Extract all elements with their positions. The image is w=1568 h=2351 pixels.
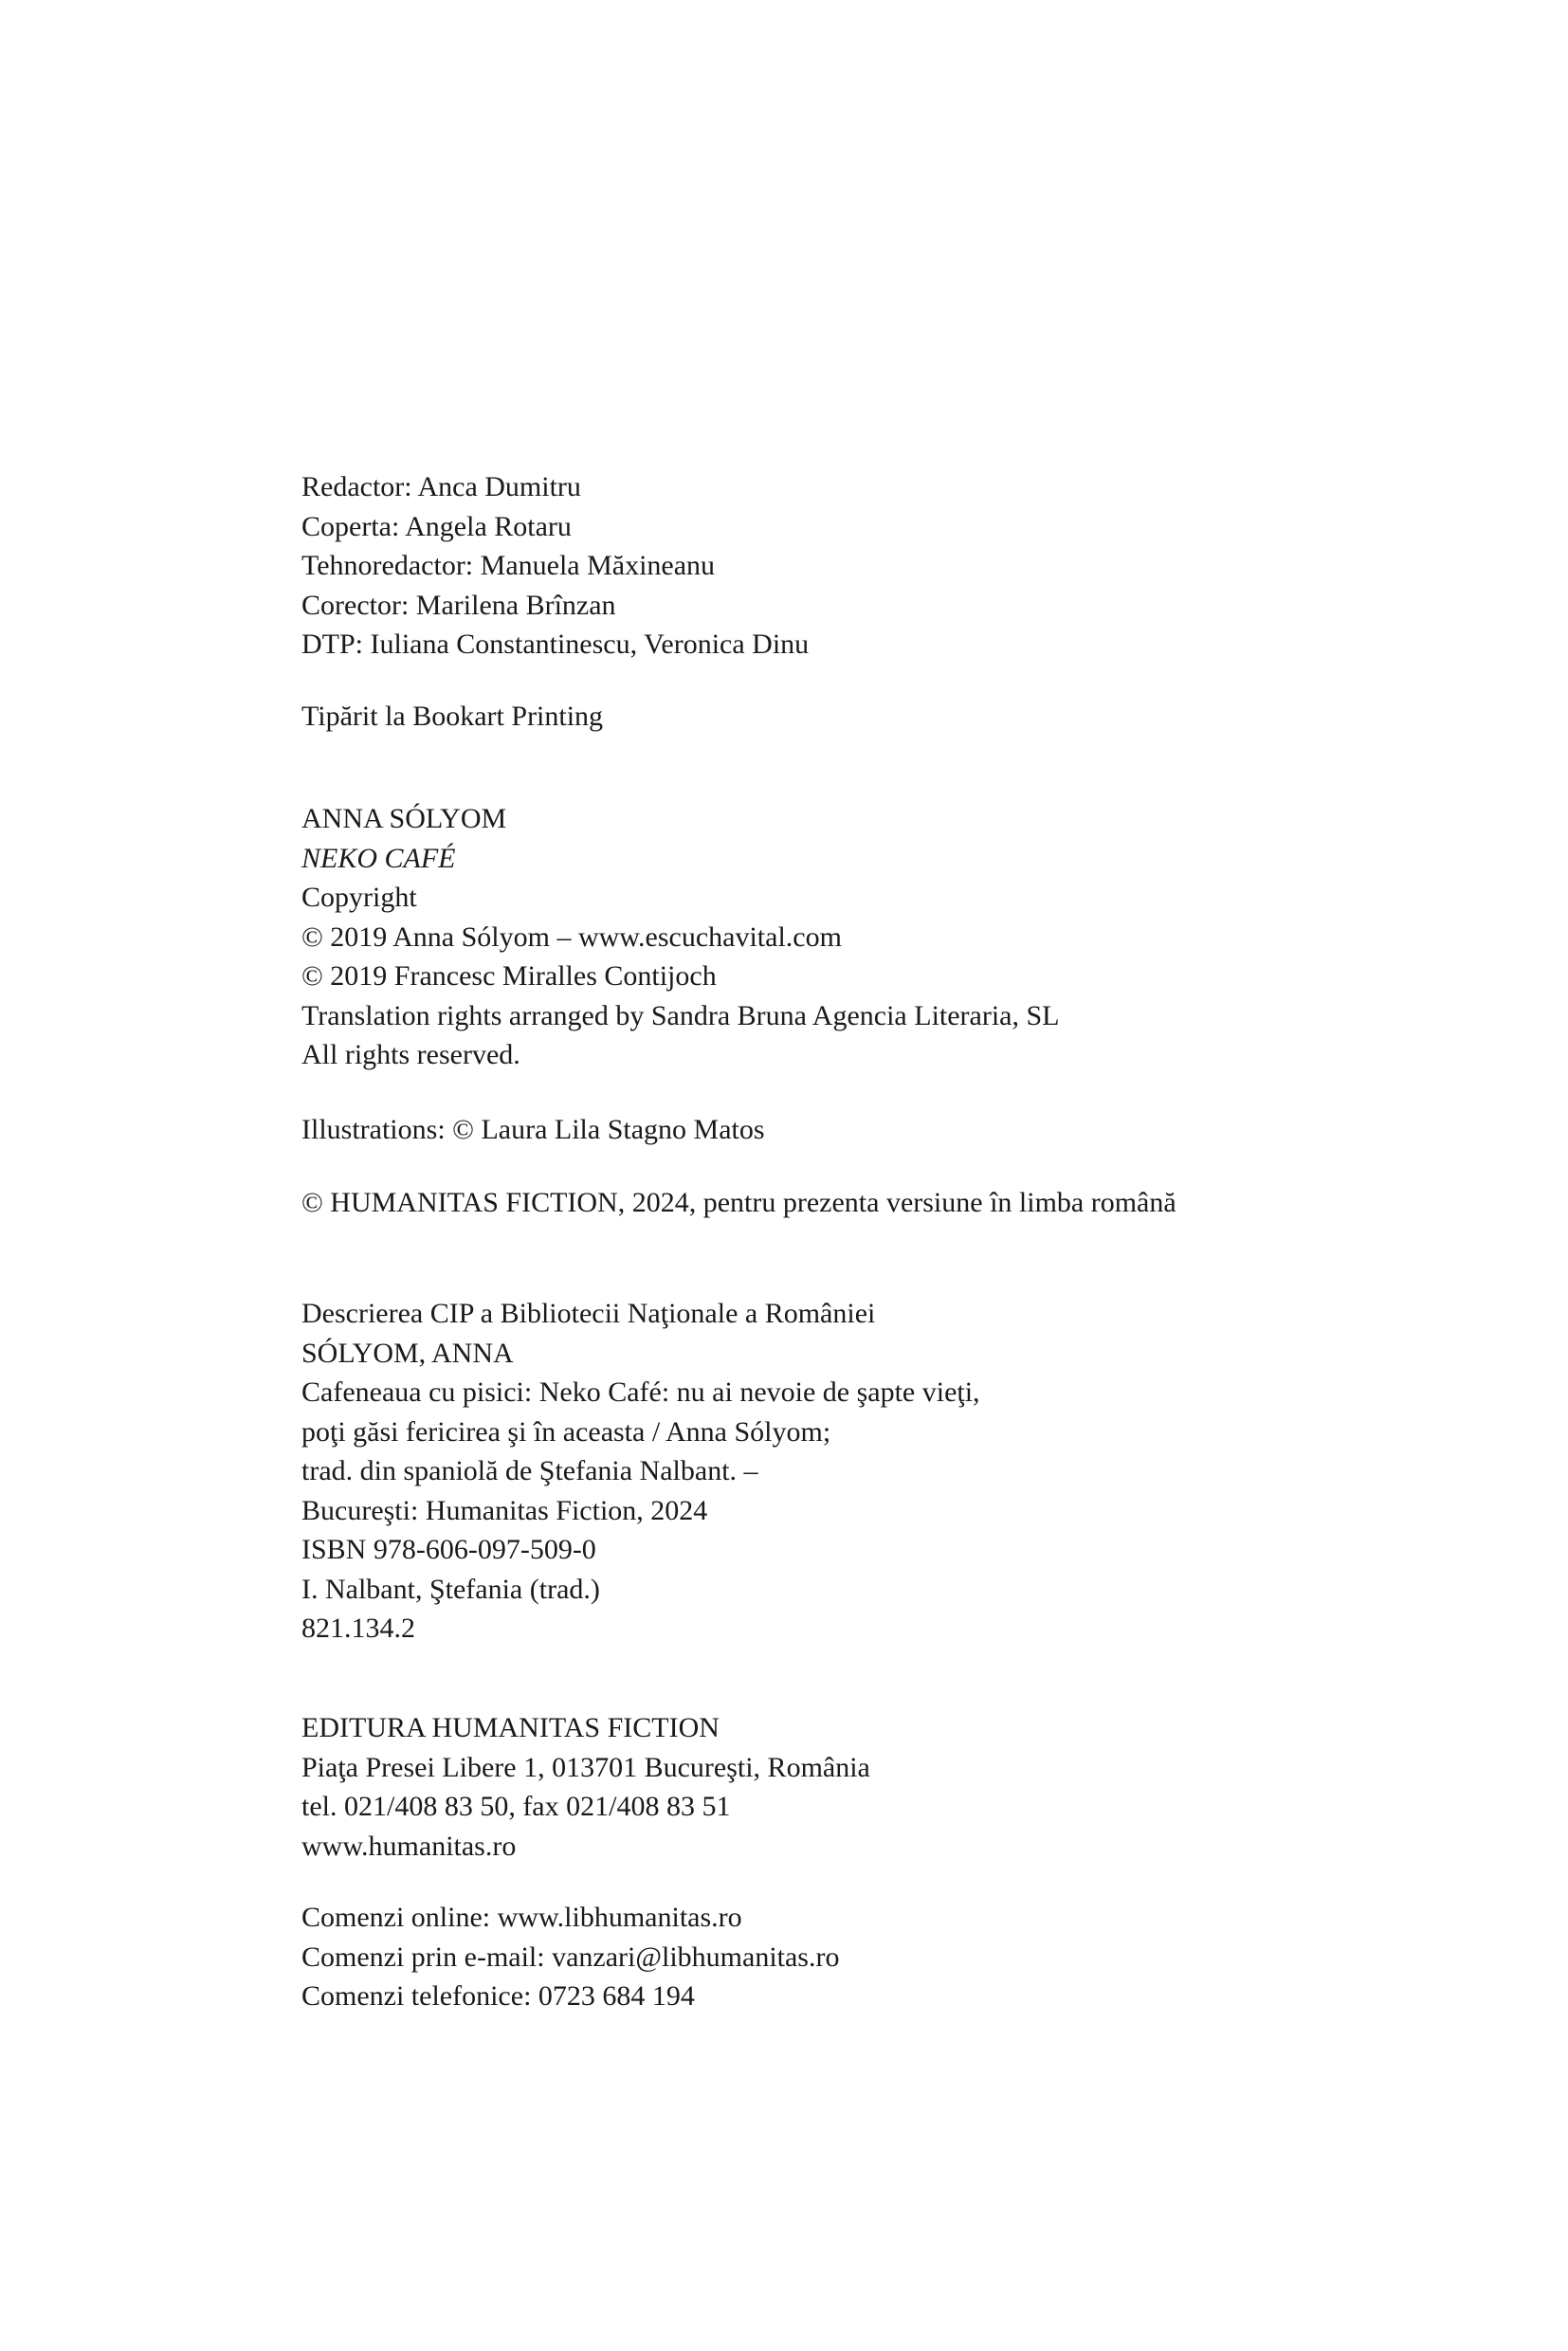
orders-phone: Comenzi telefonice: 0723 684 194 <box>301 1980 695 2012</box>
publisher-name: EDITURA HUMANITAS FICTION <box>301 1712 720 1743</box>
credit-dtp: DTP: Iuliana Constantinescu, Veronica Dinu <box>301 629 810 660</box>
cip-line: Cafeneaua cu pisici: Neko Café: nu ai nevoie de şapte vieţi, <box>301 1376 980 1408</box>
publisher-website: www.humanitas.ro <box>301 1830 517 1862</box>
printing-block <box>301 697 603 737</box>
orders-block <box>301 1898 839 2016</box>
credit-editor: Redactor: Anca Dumitru <box>301 471 581 502</box>
credit-typesetter: Tehnoredactor: Manuela Măxineanu <box>301 550 716 581</box>
cip-block <box>301 1294 980 1649</box>
cip-line: Bucureşti: Humanitas Fiction, 2024 <box>301 1494 708 1526</box>
edition-rights: © HUMANITAS FICTION, 2024, pentru prezenta versiune în limba română <box>301 1187 1176 1218</box>
cip-isbn: ISBN 978-606-097-509-0 <box>301 1534 596 1565</box>
credits-block <box>301 467 809 665</box>
original-title: NEKO CAFÉ <box>301 842 456 874</box>
publisher-address: Piaţa Presei Libere 1, 013701 Bucureşti, România <box>301 1751 870 1783</box>
author-name: ANNA SÓLYOM <box>301 803 507 834</box>
copyright-line: Copyright <box>301 882 417 913</box>
copyright-block <box>301 799 1060 1075</box>
orders-email: Comenzi prin e-mail: vanzari@libhumanitas.ro <box>301 1941 840 1973</box>
copyright-line: All rights reserved. <box>301 1039 520 1070</box>
publisher-block <box>301 1708 870 1866</box>
edition-rights-block <box>301 1183 1176 1223</box>
publisher-phone: tel. 021/408 83 50, fax 021/408 83 51 <box>301 1791 731 1822</box>
cip-line: SÓLYOM, ANNA <box>301 1337 514 1369</box>
illustrations-block <box>301 1110 765 1150</box>
credit-cover: Coperta: Angela Rotaru <box>301 510 572 542</box>
credit-proofreader: Corector: Marilena Brînzan <box>301 589 616 621</box>
cip-line: poţi găsi fericirea şi în aceasta / Anna Sólyom; <box>301 1415 831 1448</box>
cip-line: trad. din spaniolă de Ştefania Nalbant. – <box>301 1455 758 1486</box>
cip-line: Descrierea CIP a Bibliotecii Naţionale a României <box>301 1298 876 1329</box>
cip-classification: 821.134.2 <box>301 1613 415 1644</box>
copyright-line: © 2019 Anna Sólyom – www.escuchavital.com <box>301 920 842 953</box>
printing-info: Tipărit la Bookart Printing <box>301 701 604 732</box>
cip-line: I. Nalbant, Ştefania (trad.) <box>301 1573 600 1605</box>
illustrations-credit: Illustrations: © Laura Lila Stagno Matos <box>301 1114 765 1145</box>
copyright-line: © 2019 Francesc Miralles Contijoch <box>301 960 717 992</box>
orders-online: Comenzi online: www.libhumanitas.ro <box>301 1902 742 1933</box>
copyright-line: Translation rights arranged by Sandra Bruna Agencia Literaria, SL <box>301 999 1060 1031</box>
